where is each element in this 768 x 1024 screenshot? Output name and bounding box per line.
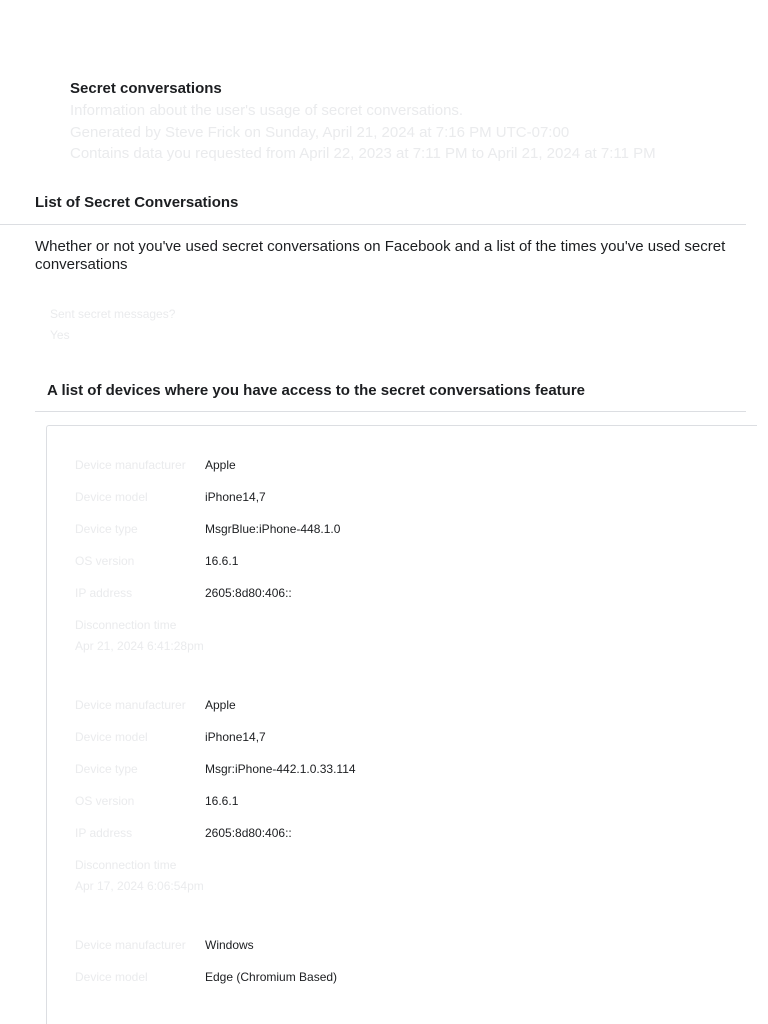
devices-divider <box>35 411 746 412</box>
field-value: Apple <box>205 458 236 472</box>
field-label: Device type <box>75 762 138 776</box>
section-title-devices: A list of devices where you have access to the secret conversations feature <box>47 382 586 399</box>
generated-info: Generated by Steve Frick on Sunday, April 21, 2024 at 7:16 PM UTC-07:00 <box>70 124 570 141</box>
report-header <box>70 79 760 164</box>
field-value: MsgrBlue:iPhone-448.1.0 <box>205 522 341 536</box>
field-value: Apple <box>205 698 236 712</box>
device-2-disconnection-value: Apr 17, 2024 6:06:54pm <box>75 879 204 893</box>
field-label: Device manufacturer <box>75 698 186 712</box>
sent-messages-label: Sent secret messages? <box>50 307 176 321</box>
section-divider <box>0 224 746 225</box>
device-1-disconnection-label: Disconnection time <box>75 618 177 632</box>
field-label: Device type <box>75 522 138 536</box>
field-label: IP address <box>75 826 133 840</box>
field-label: Device model <box>75 730 148 744</box>
field-label: Device model <box>75 970 148 984</box>
devices-card <box>46 425 757 1024</box>
date-range-info: Contains data you requested from April 22, 2023 at 7:11 PM to April 21, 2024 at 7:11 PM <box>70 145 656 162</box>
field-value: Edge (Chromium Based) <box>205 970 338 984</box>
sent-messages-value: Yes <box>50 328 70 342</box>
field-label: Device model <box>75 490 148 504</box>
field-value: 16.6.1 <box>205 554 239 568</box>
field-label: IP address <box>75 586 133 600</box>
field-label: Device manufacturer <box>75 938 186 952</box>
section-title-list: List of Secret Conversations <box>35 194 239 211</box>
device-1-disconnection-value: Apr 21, 2024 6:41:28pm <box>75 639 204 653</box>
field-label: OS version <box>75 554 135 568</box>
page-title: Secret conversations <box>70 80 222 97</box>
device-2-disconnection-label: Disconnection time <box>75 858 177 872</box>
field-value: Windows <box>205 938 254 952</box>
field-value: 2605:8d80:406:: <box>205 586 292 600</box>
field-label: OS version <box>75 794 135 808</box>
field-value: Msgr:iPhone-442.1.0.33.114 <box>205 762 356 776</box>
field-value: iPhone14,7 <box>205 490 266 504</box>
section-description: Whether or not you've used secret conversations on Facebook and a list of the times you've used secret conversations <box>35 238 726 273</box>
field-label: Device manufacturer <box>75 458 186 472</box>
field-value: 16.6.1 <box>205 794 239 808</box>
field-value: iPhone14,7 <box>205 730 266 744</box>
page-description: Information about the user's usage of secret conversations. <box>70 102 464 119</box>
field-value: 2605:8d80:406:: <box>205 826 292 840</box>
